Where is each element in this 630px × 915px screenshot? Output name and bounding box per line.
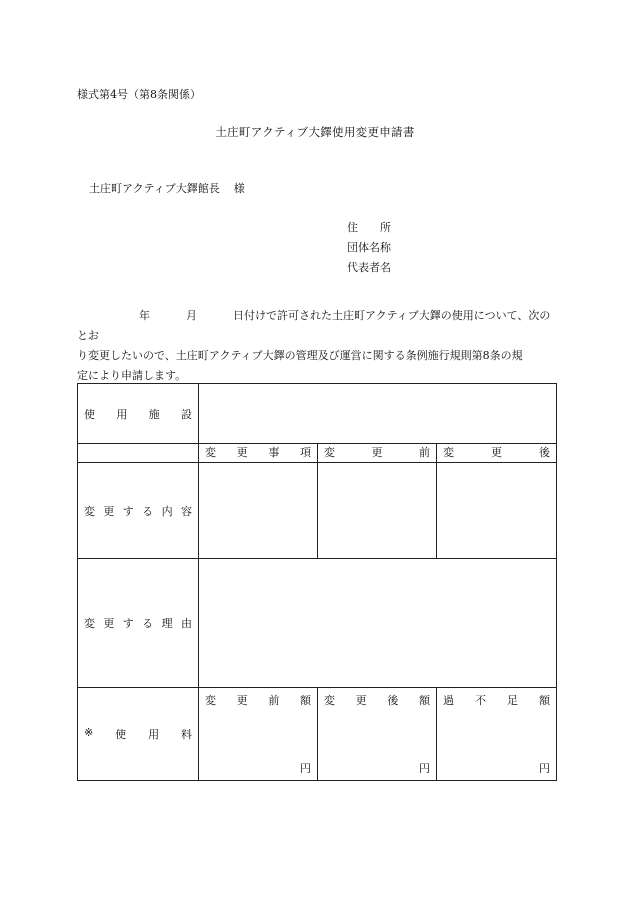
fee-before-label: 変 更 前 額 — [205, 694, 311, 707]
facility-input-cell[interactable] — [199, 384, 557, 444]
reason-label-cell: 変 更 す る 理 由 — [78, 559, 199, 688]
fee-label-cell: ※ 使 用 料 — [78, 688, 199, 781]
month-label: 月 — [186, 309, 197, 322]
facility-label: 使 用 施 設 — [84, 407, 192, 421]
fee-diff-cell[interactable] — [437, 688, 557, 781]
document-title: 土庄町アクティブ大鐸使用変更申請書 — [215, 125, 415, 139]
body-line-1: 日付けで許可された土庄町アクティブ大鐸の使用について、次のとお — [77, 309, 551, 342]
body-line-2: り変更したいので、土庄町アクティブ大鐸の管理及び運営に関する条例施行規則第8条の規 — [77, 349, 523, 362]
change-item-header: 変 更 事 項 — [199, 444, 318, 463]
form-number: 様式第4号（第8条関係） — [77, 88, 201, 101]
after-input[interactable] — [437, 463, 557, 559]
address-label: 住 所 — [347, 221, 391, 234]
yen-unit: 円 — [300, 762, 311, 775]
addressee-name: 土庄町アクティブ大鐸館長 — [89, 182, 220, 195]
yen-unit: 円 — [539, 762, 551, 775]
empty-header-cell — [78, 444, 199, 463]
group-name-label: 団体名称 — [347, 241, 391, 254]
change-item-input[interactable] — [199, 463, 318, 559]
facility-label-cell — [78, 384, 199, 444]
body-text — [77, 306, 555, 386]
before-input[interactable] — [318, 463, 437, 559]
fee-after-label: 変 更 後 額 — [324, 694, 430, 707]
fee-diff-label: 過 不 足 額 — [443, 694, 550, 707]
applicant-block — [347, 218, 391, 278]
application-table — [77, 383, 557, 781]
content-label-cell: 変 更 す る 内 容 — [78, 463, 199, 559]
addressee-honorific: 様 — [233, 182, 245, 195]
year-label: 年 — [139, 309, 150, 322]
reason-input[interactable] — [199, 559, 557, 688]
body-line-3: 定により申請します。 — [77, 369, 187, 382]
yen-unit: 円 — [419, 762, 430, 775]
addressee — [89, 180, 245, 196]
before-header: 変 更 前 — [318, 444, 437, 463]
after-header: 変 更 後 — [437, 444, 557, 463]
fee-before-cell[interactable] — [199, 688, 318, 781]
fee-after-cell[interactable] — [318, 688, 437, 781]
representative-label: 代表者名 — [347, 261, 391, 274]
